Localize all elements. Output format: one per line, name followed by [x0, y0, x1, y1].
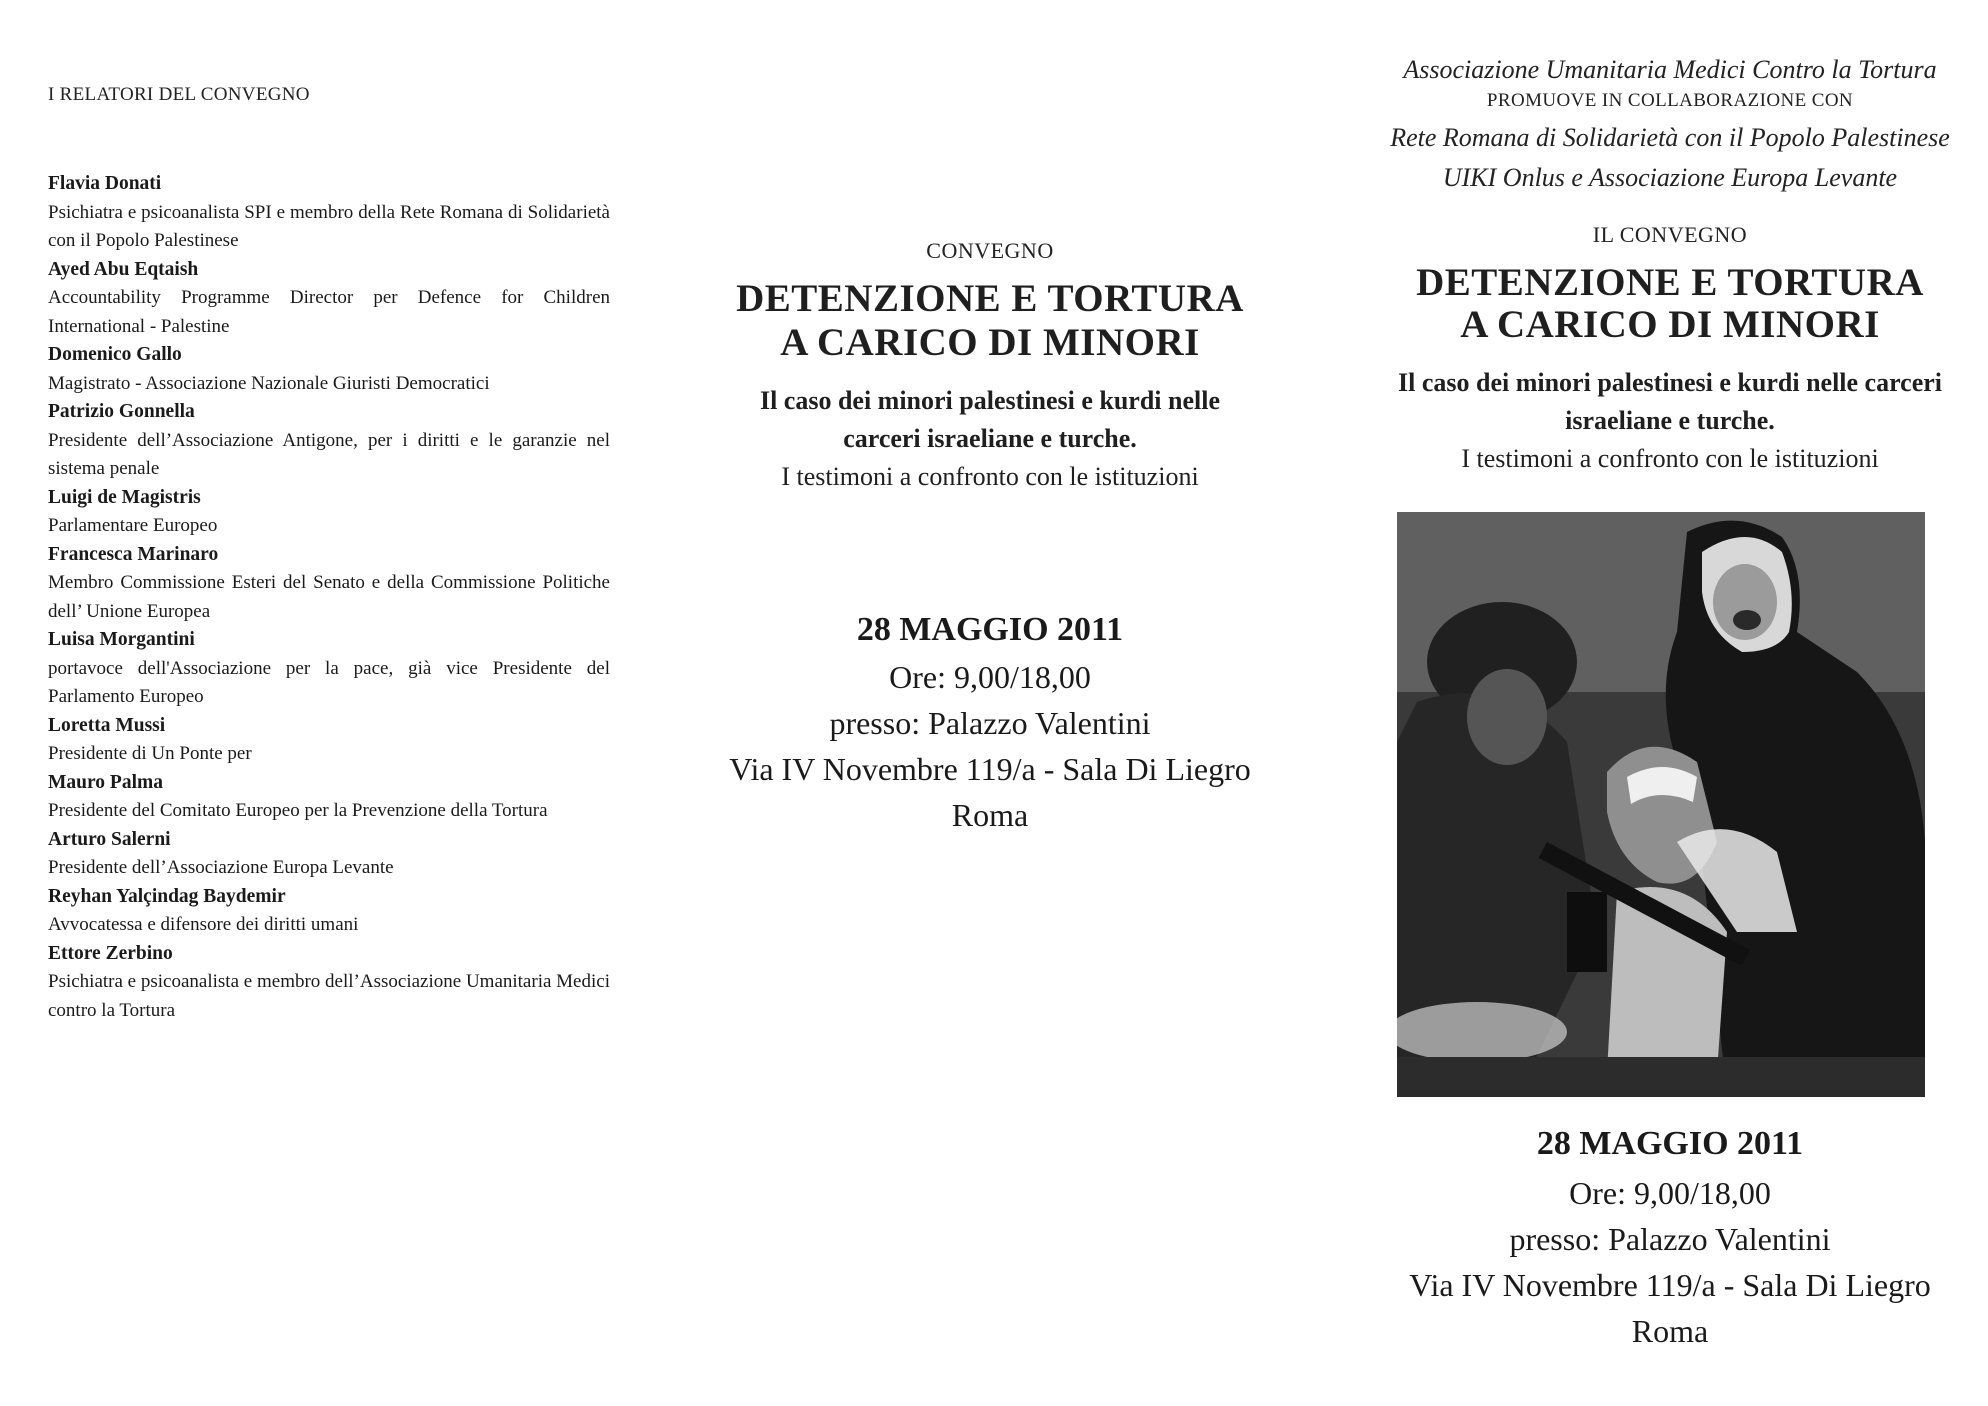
cover-event-venue: presso: Palazzo Valentini [1509, 1221, 1831, 1257]
speaker-role: Membro Commissione Esteri del Senato e della Commissione Politiche dell’ Unione Europea [48, 572, 610, 622]
speakers-panel [48, 0, 610, 1406]
speaker-role: portavoce dell'Associazione per la pace, già vice Presidente del Parlamento Europeo [48, 657, 610, 707]
event-city: Roma [951, 797, 1029, 833]
speaker-role: Psichiatra e psicoanalista e membro dell’Associazione Umanitaria Medici contro la Tortura [48, 971, 610, 1021]
speaker-name: Ayed Abu Eqtaish [48, 258, 199, 280]
organizer: Associazione Umanitaria Medici Contro la Tortura [1403, 55, 1937, 84]
speaker-entry [48, 940, 610, 1026]
speakers-list [48, 170, 610, 1025]
event-time: Ore: 9,00/18,00 [889, 659, 1091, 695]
cover-headline-line-1: DETENZIONE E TORTURA [1416, 261, 1924, 304]
speaker-name: Loretta Mussi [48, 714, 166, 736]
speaker-name: Luisa Morgantini [48, 629, 195, 650]
cover-photo [1397, 512, 1925, 1097]
event-subtitle-line-2: carceri israeliane e turche. [843, 424, 1137, 453]
cover-event-time: Ore: 9,00/18,00 [1569, 1175, 1771, 1211]
speaker-name: Ettore Zerbino [48, 942, 173, 964]
cover-subtitle-line-3: I testimoni a confronto con le istituzioni [1461, 444, 1879, 473]
speaker-entry [48, 712, 610, 769]
speaker-entry [48, 341, 610, 398]
event-address: Via IV Novembre 119/a - Sala Di Liegro [729, 751, 1251, 787]
cover-event-type: IL CONVEGNO [1592, 222, 1748, 247]
speaker-role: Accountability Programme Director per Defence for Children International - Palestine [48, 287, 610, 337]
speaker-name: Arturo Salerni [48, 828, 171, 850]
speaker-role: Presidente di Un Ponte per [48, 743, 252, 764]
cover-headline-line-2: A CARICO DI MINORI [1460, 303, 1880, 346]
speaker-name: Francesca Marinaro [48, 543, 219, 565]
event-headline-line-2: A CARICO DI MINORI [780, 321, 1200, 364]
event-headline-line-1: DETENZIONE E TORTURA [736, 277, 1244, 320]
inner-title-panel [680, 0, 1300, 1406]
cover-event-address: Via IV Novembre 119/a - Sala Di Liegro [1409, 1267, 1931, 1303]
speaker-entry [48, 626, 610, 712]
cover-panel [1370, 0, 1970, 1406]
speaker-name: Luigi de Magistris [48, 486, 201, 508]
partner-1: Rete Romana di Solidarietà con il Popolo Palestinese [1390, 123, 1950, 152]
cover-photo-artwork [1397, 512, 1925, 1097]
speakers-section-title: I RELATORI DEL CONVEGNO [48, 84, 310, 105]
event-date: 28 MAGGIO 2011 [856, 611, 1124, 648]
speaker-name: Reyhan Yalçindag Baydemir [48, 885, 286, 907]
event-venue: presso: Palazzo Valentini [829, 705, 1151, 741]
cover-subtitle-line-2: israeliane e turche. [1565, 406, 1775, 435]
event-subtitle-line-1: Il caso dei minori palestinesi e kurdi nelle [759, 386, 1221, 415]
event-type: CONVEGNO [926, 238, 1054, 263]
speaker-entry [48, 769, 610, 826]
speaker-role: Psichiatra e psicoanalista SPI e membro della Rete Romana di Solidarietà con il Popolo Palestinese [48, 201, 610, 251]
speaker-role: Avvocatessa e difensore dei diritti umani [48, 914, 359, 935]
speaker-name: Flavia Donati [48, 173, 162, 194]
speaker-name: Mauro Palma [48, 771, 164, 793]
speaker-entry [48, 484, 610, 541]
speaker-role: Magistrato - Associazione Nazionale Giuristi Democratici [48, 372, 490, 394]
speaker-entry [48, 826, 610, 883]
event-subtitle-line-3: I testimoni a confronto con le istituzioni [781, 462, 1199, 491]
speaker-entry [48, 883, 610, 940]
cover-event-date: 28 MAGGIO 2011 [1536, 1125, 1804, 1162]
speaker-entry [48, 541, 610, 627]
speaker-entry [48, 256, 610, 342]
cover-subtitle-line-1: Il caso dei minori palestinesi e kurdi nelle carceri [1397, 368, 1943, 397]
speaker-role: Presidente del Comitato Europeo per la Prevenzione della Tortura [48, 800, 548, 821]
speaker-name: Domenico Gallo [48, 344, 182, 365]
promotes-line: PROMUOVE IN COLLABORAZIONE CON [1486, 90, 1854, 111]
cover-event-city: Roma [1631, 1313, 1709, 1349]
speaker-role: Presidente dell’Associazione Antigone, per i diritti e le garanzie nel sistema penale [48, 429, 610, 479]
speaker-role: Parlamentare Europeo [48, 515, 218, 536]
partner-2: UIKI Onlus e Associazione Europa Levante [1442, 163, 1898, 192]
speaker-entry [48, 398, 610, 484]
speaker-name: Patrizio Gonnella [48, 401, 195, 422]
speaker-role: Presidente dell’Associazione Europa Levante [48, 857, 394, 878]
speaker-entry [48, 170, 610, 256]
